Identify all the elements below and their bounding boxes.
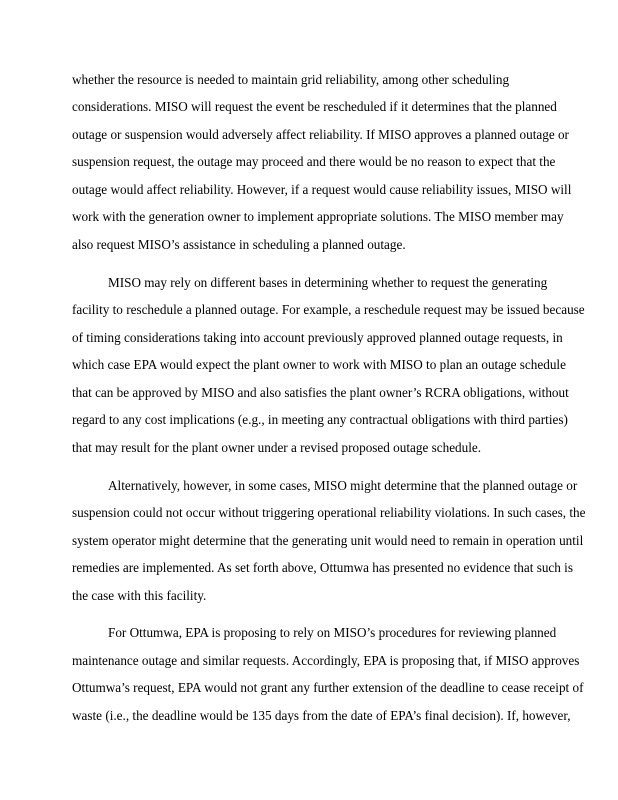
paragraph-1-line-3: outage or suspension would adversely affect reliability. If MISO approves a planned outage or xyxy=(72,127,569,142)
paragraph-2-line-6: regard to any cost implications (e.g., in meeting any contractual obligations with third parties) xyxy=(72,412,568,427)
paragraph-3-line-2: suspension could not occur without triggering operational reliability violations. In such cases, the xyxy=(72,505,586,520)
paragraph-3-line-3: system operator might determine that the generating unit would need to remain in operation until xyxy=(72,533,584,548)
paragraph-2-line-5: that can be approved by MISO and also satisfies the plant owner’s RCRA obligations, without xyxy=(72,385,569,400)
paragraph-2-line-1: MISO may rely on different bases in determining whether to request the generating xyxy=(108,275,548,290)
paragraph-2-line-4: which case EPA would expect the plant owner to work with MISO to plan an outage schedule xyxy=(72,357,566,372)
paragraph-3-line-4: remedies are implemented. As set forth above, Ottumwa has presented no evidence that such is xyxy=(72,560,573,575)
paragraph-1-line-2: considerations. MISO will request the event be rescheduled if it determines that the planned xyxy=(72,99,557,114)
paragraph-3-line-1: Alternatively, however, in some cases, MISO might determine that the planned outage or xyxy=(108,478,578,493)
paragraph-4-line-3: Ottumwa’s request, EPA would not grant any further extension of the deadline to cease receipt of xyxy=(72,680,584,695)
paragraph-1-line-7: also request MISO’s assistance in scheduling a planned outage. xyxy=(72,237,406,252)
paragraph-1-line-6: work with the generation owner to implement appropriate solutions. The MISO member may xyxy=(72,209,564,224)
paragraph-1-line-1: whether the resource is needed to maintain grid reliability, among other scheduling xyxy=(72,72,510,87)
paragraph-4-line-2: maintenance outage and similar requests. Accordingly, EPA is proposing that, if MISO approves xyxy=(72,653,580,668)
paragraph-2-line-2: facility to reschedule a planned outage. For example, a reschedule request may be issued because xyxy=(72,302,585,317)
paragraph-4-line-4: waste (i.e., the deadline would be 135 days from the date of EPA’s final decision). If, however, xyxy=(72,708,571,723)
paragraph-2-line-3: of timing considerations taking into account previously approved planned outage requests, in xyxy=(72,330,563,345)
paragraph-2-line-7: that may result for the plant owner under a revised proposed outage schedule. xyxy=(72,440,482,455)
paragraph-3-line-5: the case with this facility. xyxy=(72,588,207,603)
paragraph-1-line-5: outage would affect reliability. However, if a request would cause reliability issues, MISO will xyxy=(72,182,572,197)
paragraph-4-line-1: For Ottumwa, EPA is proposing to rely on MISO’s procedures for reviewing planned xyxy=(108,625,557,640)
paragraph-1-line-4: suspension request, the outage may proceed and there would be no reason to expect that the xyxy=(72,154,556,169)
